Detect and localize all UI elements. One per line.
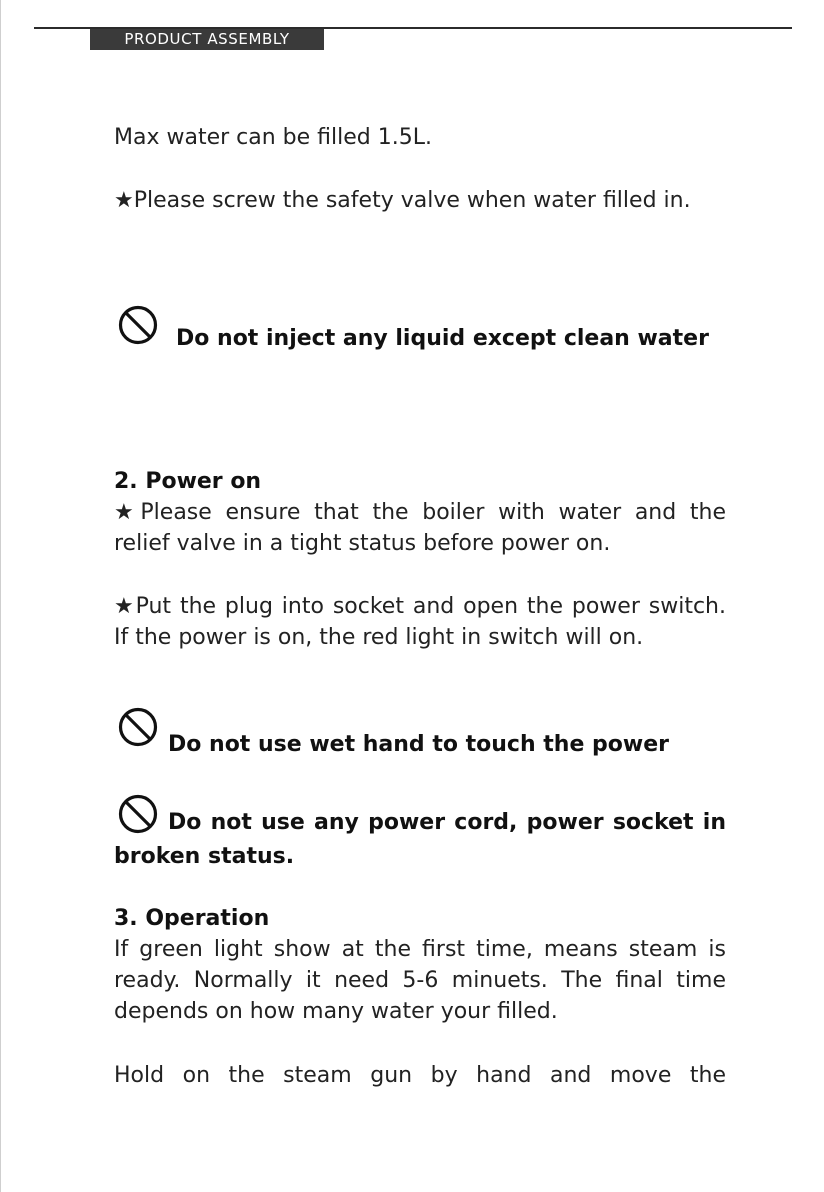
paragraph-ensure-boiler: ★Please ensure that the boiler with water and the relief valve in a tight status before power on. — [114, 500, 726, 556]
warning-power-cord: Do not use any power cord, power socket in broken status. — [114, 810, 726, 869]
paragraph-max-water: Max water can be filled 1.5L. — [114, 125, 432, 150]
heading-operation: 3. Operation — [114, 906, 270, 931]
warning-clean-water: Do not inject any liquid except clean water — [176, 326, 709, 351]
paragraph-steam-gun: Hold on the steam gun by hand and move the — [114, 1063, 726, 1088]
page-edge — [0, 0, 1, 1192]
section-tab: PRODUCT ASSEMBLY — [90, 29, 324, 50]
paragraph-safety-valve: ★Please screw the safety valve when water filled in. — [114, 188, 691, 213]
heading-power-on: 2. Power on — [114, 469, 262, 494]
paragraph-plug-socket: ★Put the plug into socket and open the power switch. If the power is on, the red light in switch will on. — [114, 594, 726, 650]
paragraph-green-light: If green light show at the first time, means steam is ready. Normally it need 5-6 minuets. The final time depends on how many water your filled. — [114, 937, 726, 1024]
warning-wet-hand: Do not use wet hand to touch the power — [168, 732, 669, 757]
